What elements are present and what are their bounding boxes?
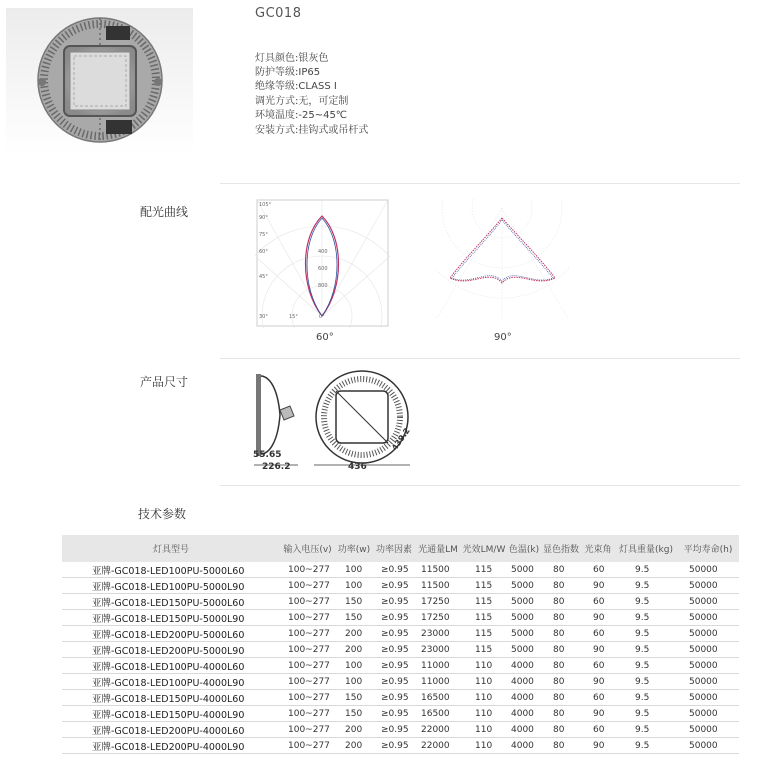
cell-model: 亚牌-GC018-LED200PU-4000L90 <box>62 738 280 754</box>
table-cell: 50000 <box>677 610 739 626</box>
col-efficacy: 光效LM/W <box>461 535 507 562</box>
product-title: GC018 <box>255 6 302 21</box>
section-light-curve-title: 配光曲线 <box>140 205 189 219</box>
table-cell: 100 <box>335 578 373 594</box>
table-row <box>62 706 739 722</box>
table-cell: 90 <box>581 674 615 690</box>
angle-label: 90° <box>259 215 268 221</box>
table-cell: 90 <box>581 642 615 658</box>
table-cell: 50000 <box>677 626 739 642</box>
table-row <box>62 610 739 626</box>
table-cell: 115 <box>461 626 507 642</box>
table-row <box>62 578 739 594</box>
spec-temperature: 环境温度:-25~45℃ <box>255 110 348 121</box>
table-cell: 80 <box>541 562 581 578</box>
table-cell: 23000 <box>415 642 461 658</box>
table-cell: 115 <box>461 578 507 594</box>
table-cell: 4000 <box>507 658 541 674</box>
table-cell: 100~277 <box>280 658 335 674</box>
divider <box>220 485 740 486</box>
table-cell: 60 <box>581 722 615 738</box>
table-cell: 4000 <box>507 722 541 738</box>
table-cell: 80 <box>541 578 581 594</box>
angle-label: 30° <box>259 314 268 320</box>
table-cell: 4000 <box>507 706 541 722</box>
table-cell: 100~277 <box>280 722 335 738</box>
table-cell: 100~277 <box>280 594 335 610</box>
table-cell: 80 <box>541 610 581 626</box>
table-cell: 80 <box>541 626 581 642</box>
table-cell: 50000 <box>677 706 739 722</box>
table-cell: 16500 <box>415 706 461 722</box>
col-lumen: 光通量LM <box>415 535 461 562</box>
angle-label: 0° <box>319 314 325 320</box>
caption-60: 60° <box>316 332 334 343</box>
table-cell: ≥0.95 <box>373 578 415 594</box>
table-row <box>62 674 739 690</box>
table-cell: 60 <box>581 594 615 610</box>
table-cell: 80 <box>541 658 581 674</box>
polar-curve-60 <box>255 198 390 328</box>
table-cell: 9.5 <box>615 626 677 642</box>
table-cell: 80 <box>541 738 581 754</box>
angle-label: 15° <box>289 314 298 320</box>
section-params-title: 技术参数 <box>138 507 187 521</box>
spec-mounting: 安装方式:挂钩式或吊杆式 <box>255 125 369 136</box>
table-cell: 90 <box>581 738 615 754</box>
table-cell: 9.5 <box>615 690 677 706</box>
table-cell: 5000 <box>507 594 541 610</box>
table-cell: 11000 <box>415 658 461 674</box>
table-cell: 11500 <box>415 578 461 594</box>
spec-insulation: 绝缘等级:CLASS I <box>255 81 337 92</box>
table-cell: 110 <box>461 722 507 738</box>
table-cell: 80 <box>541 674 581 690</box>
table-cell: 11000 <box>415 674 461 690</box>
table-header-row <box>62 535 739 562</box>
table-cell: 90 <box>581 578 615 594</box>
table-cell: 200 <box>335 626 373 642</box>
table-cell: 110 <box>461 674 507 690</box>
table-cell: 50000 <box>677 562 739 578</box>
table-cell: 23000 <box>415 626 461 642</box>
col-voltage: 输入电压(v) <box>280 535 335 562</box>
table-cell: 80 <box>541 594 581 610</box>
table-cell: ≥0.95 <box>373 706 415 722</box>
table-cell: 50000 <box>677 674 739 690</box>
table-cell: ≥0.95 <box>373 738 415 754</box>
table-cell: 100~277 <box>280 578 335 594</box>
cell-model: 亚牌-GC018-LED100PU-5000L60 <box>62 562 280 578</box>
cell-model: 亚牌-GC018-LED200PU-5000L90 <box>62 642 280 658</box>
table-cell: ≥0.95 <box>373 562 415 578</box>
table-cell: 9.5 <box>615 658 677 674</box>
table-cell: 150 <box>335 706 373 722</box>
product-photo <box>6 8 193 155</box>
table-cell: 110 <box>461 658 507 674</box>
table-cell: 5000 <box>507 610 541 626</box>
table-cell: 80 <box>541 690 581 706</box>
spec-dimming: 调光方式:无，可定制 <box>255 96 349 107</box>
table-cell: 50000 <box>677 690 739 706</box>
table-row <box>62 690 739 706</box>
table-cell: ≥0.95 <box>373 642 415 658</box>
angle-label: 60° <box>259 249 268 255</box>
table-cell: 115 <box>461 594 507 610</box>
cell-model: 亚牌-GC018-LED200PU-4000L60 <box>62 722 280 738</box>
table-cell: 17250 <box>415 610 461 626</box>
table-cell: 4000 <box>507 690 541 706</box>
table-row <box>62 594 739 610</box>
dim-side-a: 55.65 <box>253 450 282 460</box>
angle-label: 45° <box>259 274 268 280</box>
table-cell: 50000 <box>677 642 739 658</box>
table-cell: 9.5 <box>615 610 677 626</box>
table-cell: 60 <box>581 562 615 578</box>
cell-model: 亚牌-GC018-LED150PU-5000L60 <box>62 594 280 610</box>
col-power: 功率(w) <box>335 535 373 562</box>
cell-model: 亚牌-GC018-LED150PU-5000L90 <box>62 610 280 626</box>
col-model: 灯具型号 <box>62 535 280 562</box>
table-cell: ≥0.95 <box>373 722 415 738</box>
table-cell: 60 <box>581 690 615 706</box>
cell-model: 亚牌-GC018-LED150PU-4000L60 <box>62 690 280 706</box>
table-cell: 50000 <box>677 658 739 674</box>
table-cell: 11500 <box>415 562 461 578</box>
table-cell: 5000 <box>507 562 541 578</box>
table-cell: 50000 <box>677 594 739 610</box>
table-cell: 5000 <box>507 626 541 642</box>
section-dimensions-title: 产品尺寸 <box>140 375 189 389</box>
table-cell: 110 <box>461 738 507 754</box>
table-cell: 100 <box>335 658 373 674</box>
table-cell: 115 <box>461 562 507 578</box>
col-cri: 显色指数 <box>541 535 581 562</box>
table-cell: 16500 <box>415 690 461 706</box>
table-cell: 4000 <box>507 738 541 754</box>
table-cell: ≥0.95 <box>373 658 415 674</box>
table-cell: 9.5 <box>615 594 677 610</box>
high-bay-light-image <box>6 8 193 155</box>
table-cell: 200 <box>335 722 373 738</box>
table-cell: 9.5 <box>615 706 677 722</box>
divider <box>220 358 740 359</box>
polar-curve-90 <box>435 198 570 328</box>
table-cell: 115 <box>461 642 507 658</box>
col-pf: 功率因素 <box>373 535 415 562</box>
cell-model: 亚牌-GC018-LED100PU-4000L60 <box>62 658 280 674</box>
intensity-label: 600 <box>318 266 328 272</box>
table-cell: 4000 <box>507 674 541 690</box>
cell-model: 亚牌-GC018-LED100PU-4000L90 <box>62 674 280 690</box>
table-cell: 22000 <box>415 722 461 738</box>
table-cell: 150 <box>335 594 373 610</box>
cell-model: 亚牌-GC018-LED100PU-5000L90 <box>62 578 280 594</box>
cell-model: 亚牌-GC018-LED200PU-5000L60 <box>62 626 280 642</box>
table-cell: 5000 <box>507 642 541 658</box>
table-cell: 100~277 <box>280 610 335 626</box>
intensity-label: 400 <box>318 249 328 255</box>
table-cell: 100~277 <box>280 706 335 722</box>
table-cell: 5000 <box>507 578 541 594</box>
table-cell: 9.5 <box>615 722 677 738</box>
table-cell: 9.5 <box>615 674 677 690</box>
angle-label: 75° <box>259 232 268 238</box>
table-cell: 110 <box>461 706 507 722</box>
table-row <box>62 738 739 754</box>
angle-label: 105° <box>259 202 272 208</box>
col-beam: 光束角 <box>581 535 615 562</box>
table-cell: 100~277 <box>280 626 335 642</box>
table-cell: 100~277 <box>280 642 335 658</box>
table-cell: 9.5 <box>615 562 677 578</box>
table-row <box>62 642 739 658</box>
table-row <box>62 562 739 578</box>
table-cell: ≥0.95 <box>373 626 415 642</box>
table-cell: 90 <box>581 706 615 722</box>
col-lifetime: 平均寿命(h) <box>677 535 739 562</box>
table-cell: 200 <box>335 738 373 754</box>
table-cell: 150 <box>335 690 373 706</box>
table-row <box>62 626 739 642</box>
spec-color: 灯具颜色:银灰色 <box>255 53 329 64</box>
table-cell: 50000 <box>677 738 739 754</box>
table-cell: ≥0.95 <box>373 674 415 690</box>
table-cell: ≥0.95 <box>373 610 415 626</box>
table-cell: 80 <box>541 722 581 738</box>
table-cell: 22000 <box>415 738 461 754</box>
table-cell: 110 <box>461 690 507 706</box>
table-cell: 100~277 <box>280 674 335 690</box>
table-cell: 60 <box>581 626 615 642</box>
table-cell: 60 <box>581 658 615 674</box>
col-weight: 灯具重量(kg) <box>615 535 677 562</box>
table-row <box>62 722 739 738</box>
table-cell: 100~277 <box>280 562 335 578</box>
intensity-label: 800 <box>318 283 328 289</box>
table-cell: 200 <box>335 642 373 658</box>
dim-front-width: 436 <box>348 462 367 472</box>
table-cell: 80 <box>541 642 581 658</box>
table-cell: 80 <box>541 706 581 722</box>
table-cell: ≥0.95 <box>373 594 415 610</box>
table-cell: 50000 <box>677 722 739 738</box>
table-cell: 115 <box>461 610 507 626</box>
table-cell: 100 <box>335 562 373 578</box>
table-cell: 9.5 <box>615 642 677 658</box>
table-cell: 100 <box>335 674 373 690</box>
divider <box>220 183 740 184</box>
table-cell: 90 <box>581 610 615 626</box>
table-cell: 17250 <box>415 594 461 610</box>
table-cell: 100~277 <box>280 738 335 754</box>
col-cct: 色温(k) <box>507 535 541 562</box>
cell-model: 亚牌-GC018-LED150PU-4000L90 <box>62 706 280 722</box>
table-cell: 9.5 <box>615 738 677 754</box>
table-cell: 100~277 <box>280 690 335 706</box>
table-cell: 150 <box>335 610 373 626</box>
caption-90: 90° <box>494 332 512 343</box>
table-row <box>62 658 739 674</box>
table-cell: 9.5 <box>615 578 677 594</box>
spec-ip-rating: 防护等级:IP65 <box>255 67 321 78</box>
table-cell: ≥0.95 <box>373 690 415 706</box>
dim-diagonal: 439.2 <box>390 426 412 453</box>
params-table <box>62 535 739 754</box>
table-cell: 50000 <box>677 578 739 594</box>
dim-side-b: 226.2 <box>262 462 291 472</box>
